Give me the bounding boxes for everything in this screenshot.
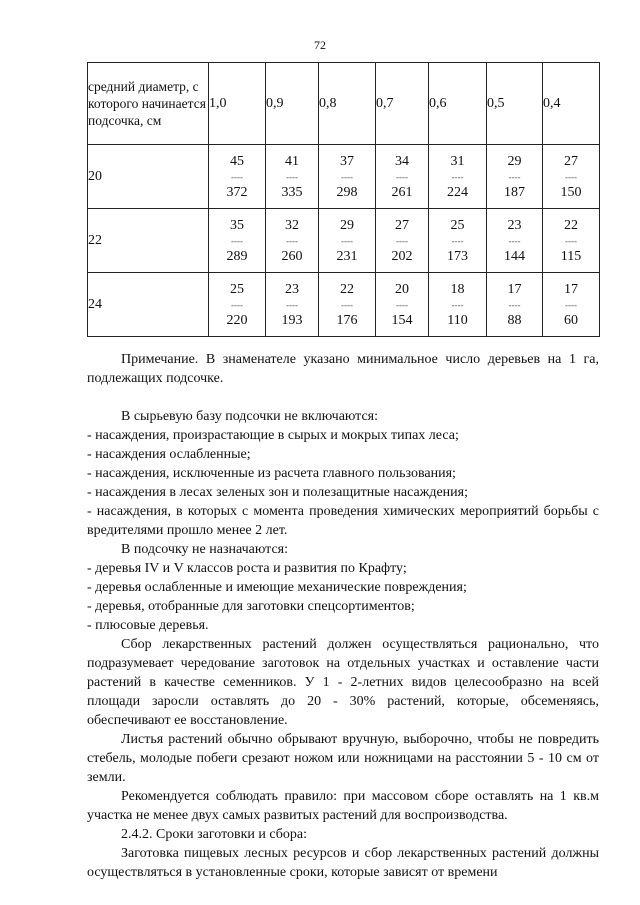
header-value-cell: 0,5 (487, 63, 543, 145)
fraction-cell (209, 273, 266, 337)
fraction-denominator: 150 (560, 184, 582, 200)
fraction-numerator: 34 (395, 153, 409, 169)
fraction-separator: ---- (231, 235, 243, 246)
fraction-denominator: 224 (447, 184, 468, 200)
fraction-cell (487, 209, 543, 273)
list-item: - насаждения, в которых с момента проведения химических мероприятий борьбы с вредителями прошло менее 2 лет. (87, 504, 599, 538)
fraction-denominator: 176 (336, 312, 358, 328)
fraction-denominator: 372 (226, 184, 248, 200)
paragraph: Сбор лекарственных растений должен осуществляться рационально, что подразумевает чередование заготовок на отдельных участках и оставление части растений в качестве семенников. У 1 - 2-летних видов целесообразно на всей площади заросли оставлять до 20 - 30% растений, которые, обсеменяясь, обеспечивают ее восстановление. (87, 637, 599, 728)
list-item: - насаждения в лесах зеленых зон и полезащитные насаждения; (87, 485, 468, 500)
fraction-separator: ---- (396, 299, 408, 310)
page-number: 72 (314, 38, 326, 52)
fraction-numerator: 25 (450, 217, 465, 233)
fraction-numerator: 37 (340, 153, 354, 169)
fraction-numerator: 23 (507, 217, 522, 233)
fraction-cell (543, 209, 600, 273)
table-header-row (88, 63, 600, 145)
fraction-cell (543, 145, 600, 209)
fraction-cell (429, 209, 487, 273)
list-item: - деревья ослабленные и имеющие механические повреждения; (87, 580, 467, 595)
fraction-numerator: 29 (340, 217, 354, 233)
list-item: - насаждения, произрастающие в сырых и мокрых типах леса; (87, 428, 459, 443)
paragraph: Листья растений обычно обрывают вручную, выборочно, чтобы не повредить стебель, молодые побеги срезают ножом или ножницами на расстоянии 5 - 10 см от земли. (87, 732, 599, 785)
fraction-cell (266, 209, 319, 273)
fraction-numerator: 23 (285, 281, 299, 297)
fraction-denominator: 298 (336, 184, 358, 200)
paragraph: Заготовка пищевых лесных ресурсов и сбор лекарственных растений должны осуществляться в установленные сроки, которые зависят от времени (87, 846, 599, 880)
fraction-numerator: 22 (564, 217, 578, 233)
fraction-cell (266, 273, 319, 337)
row-label: 22 (88, 209, 209, 273)
fraction-denominator: 187 (504, 184, 525, 200)
header-value-cell: 0,8 (319, 63, 376, 145)
exclusions-intro: В сырьевую базу подсочки не включаются: (121, 409, 379, 424)
list-item: - плюсовые деревья. (87, 618, 209, 633)
fraction-numerator: 27 (564, 153, 578, 169)
fraction-separator: ---- (286, 171, 298, 182)
fraction-numerator: 35 (230, 217, 244, 233)
fraction-numerator: 22 (340, 281, 354, 297)
fraction-cell (376, 145, 429, 209)
header-value-cell: 1,0 (209, 63, 266, 145)
fraction-cell (376, 209, 429, 273)
table-row (88, 209, 600, 273)
fraction-denominator: 88 (507, 312, 522, 328)
fraction-separator: ---- (231, 171, 243, 182)
section-heading: 2.4.2. Сроки заготовки и сбора: (121, 827, 308, 842)
list-item: - деревья, отобранные для заготовки спецсортиментов; (87, 599, 415, 614)
table-row (88, 145, 600, 209)
fraction-denominator: 60 (564, 312, 578, 328)
fraction-separator: ---- (341, 171, 353, 182)
header-label-cell: средний диаметр, с которого начинается подсочка, см (88, 63, 209, 145)
fraction-cell (429, 273, 487, 337)
fraction-separator: ---- (508, 171, 521, 182)
fraction-numerator: 45 (230, 153, 244, 169)
fraction-separator: ---- (396, 235, 408, 246)
fraction-numerator: 17 (507, 281, 522, 297)
fraction-denominator: 144 (504, 248, 525, 264)
fraction-numerator: 17 (564, 281, 578, 297)
fraction-denominator: 231 (336, 248, 358, 264)
paragraph: Рекомендуется соблюдать правило: при массовом сборе оставлять на 1 кв.м участка не менее двух самых развитых растений для воспроизводства. (87, 789, 599, 823)
fraction-numerator: 41 (285, 153, 299, 169)
header-value-cell: 0,6 (429, 63, 487, 145)
fraction-cell (429, 145, 487, 209)
fraction-denominator: 154 (391, 312, 413, 328)
tapping-table (87, 62, 600, 337)
table-note: Примечание. В знаменателе указано минимальное число деревьев на 1 га, подлежащих подсочке. (87, 352, 599, 386)
fraction-separator: ---- (451, 235, 464, 246)
fraction-separator: ---- (286, 235, 298, 246)
fraction-separator: ---- (396, 171, 408, 182)
header-value-cell: 0,7 (376, 63, 429, 145)
fraction-denominator: 193 (281, 312, 303, 328)
fraction-numerator: 29 (507, 153, 522, 169)
fraction-separator: ---- (451, 299, 464, 310)
fraction-denominator: 202 (391, 248, 413, 264)
header-value-cell: 0,4 (543, 63, 600, 145)
fraction-numerator: 27 (395, 217, 409, 233)
fraction-cell (209, 209, 266, 273)
fraction-separator: ---- (508, 299, 521, 310)
row-label: 20 (88, 145, 209, 209)
fraction-denominator: 260 (281, 248, 303, 264)
fraction-cell (376, 273, 429, 337)
fraction-cell (543, 273, 600, 337)
fraction-numerator: 20 (395, 281, 409, 297)
fraction-denominator: 289 (226, 248, 248, 264)
table-row (88, 273, 600, 337)
fraction-separator: ---- (231, 299, 243, 310)
fraction-separator: ---- (508, 235, 521, 246)
fraction-cell (487, 145, 543, 209)
fraction-cell (319, 209, 376, 273)
body-text (87, 350, 599, 882)
fraction-cell (319, 145, 376, 209)
fraction-separator: ---- (341, 299, 353, 310)
fraction-denominator: 110 (447, 312, 468, 328)
fraction-separator: ---- (565, 299, 577, 310)
fraction-denominator: 173 (447, 248, 468, 264)
fraction-numerator: 18 (450, 281, 465, 297)
fraction-separator: ---- (286, 299, 298, 310)
list-item: - насаждения, исключенные из расчета главного пользования; (87, 466, 456, 481)
fraction-denominator: 220 (226, 312, 248, 328)
fraction-numerator: 32 (285, 217, 299, 233)
header-value-cell: 0,9 (266, 63, 319, 145)
fraction-cell (266, 145, 319, 209)
fraction-cell (487, 273, 543, 337)
fraction-denominator: 335 (281, 184, 303, 200)
fraction-cell (319, 273, 376, 337)
fraction-denominator: 261 (391, 184, 413, 200)
row-label: 24 (88, 273, 209, 337)
list-item: - насаждения ослабленные; (87, 447, 251, 462)
fraction-denominator: 115 (560, 248, 582, 264)
list-item: - деревья IV и V классов роста и развития по Крафту; (87, 561, 407, 576)
fraction-separator: ---- (341, 235, 353, 246)
fraction-numerator: 25 (230, 281, 244, 297)
fraction-cell (209, 145, 266, 209)
fraction-separator: ---- (451, 171, 464, 182)
fraction-separator: ---- (565, 171, 577, 182)
fraction-separator: ---- (565, 235, 577, 246)
not-assigned-intro: В подсочку не назначаются: (121, 542, 288, 557)
fraction-numerator: 31 (450, 153, 465, 169)
